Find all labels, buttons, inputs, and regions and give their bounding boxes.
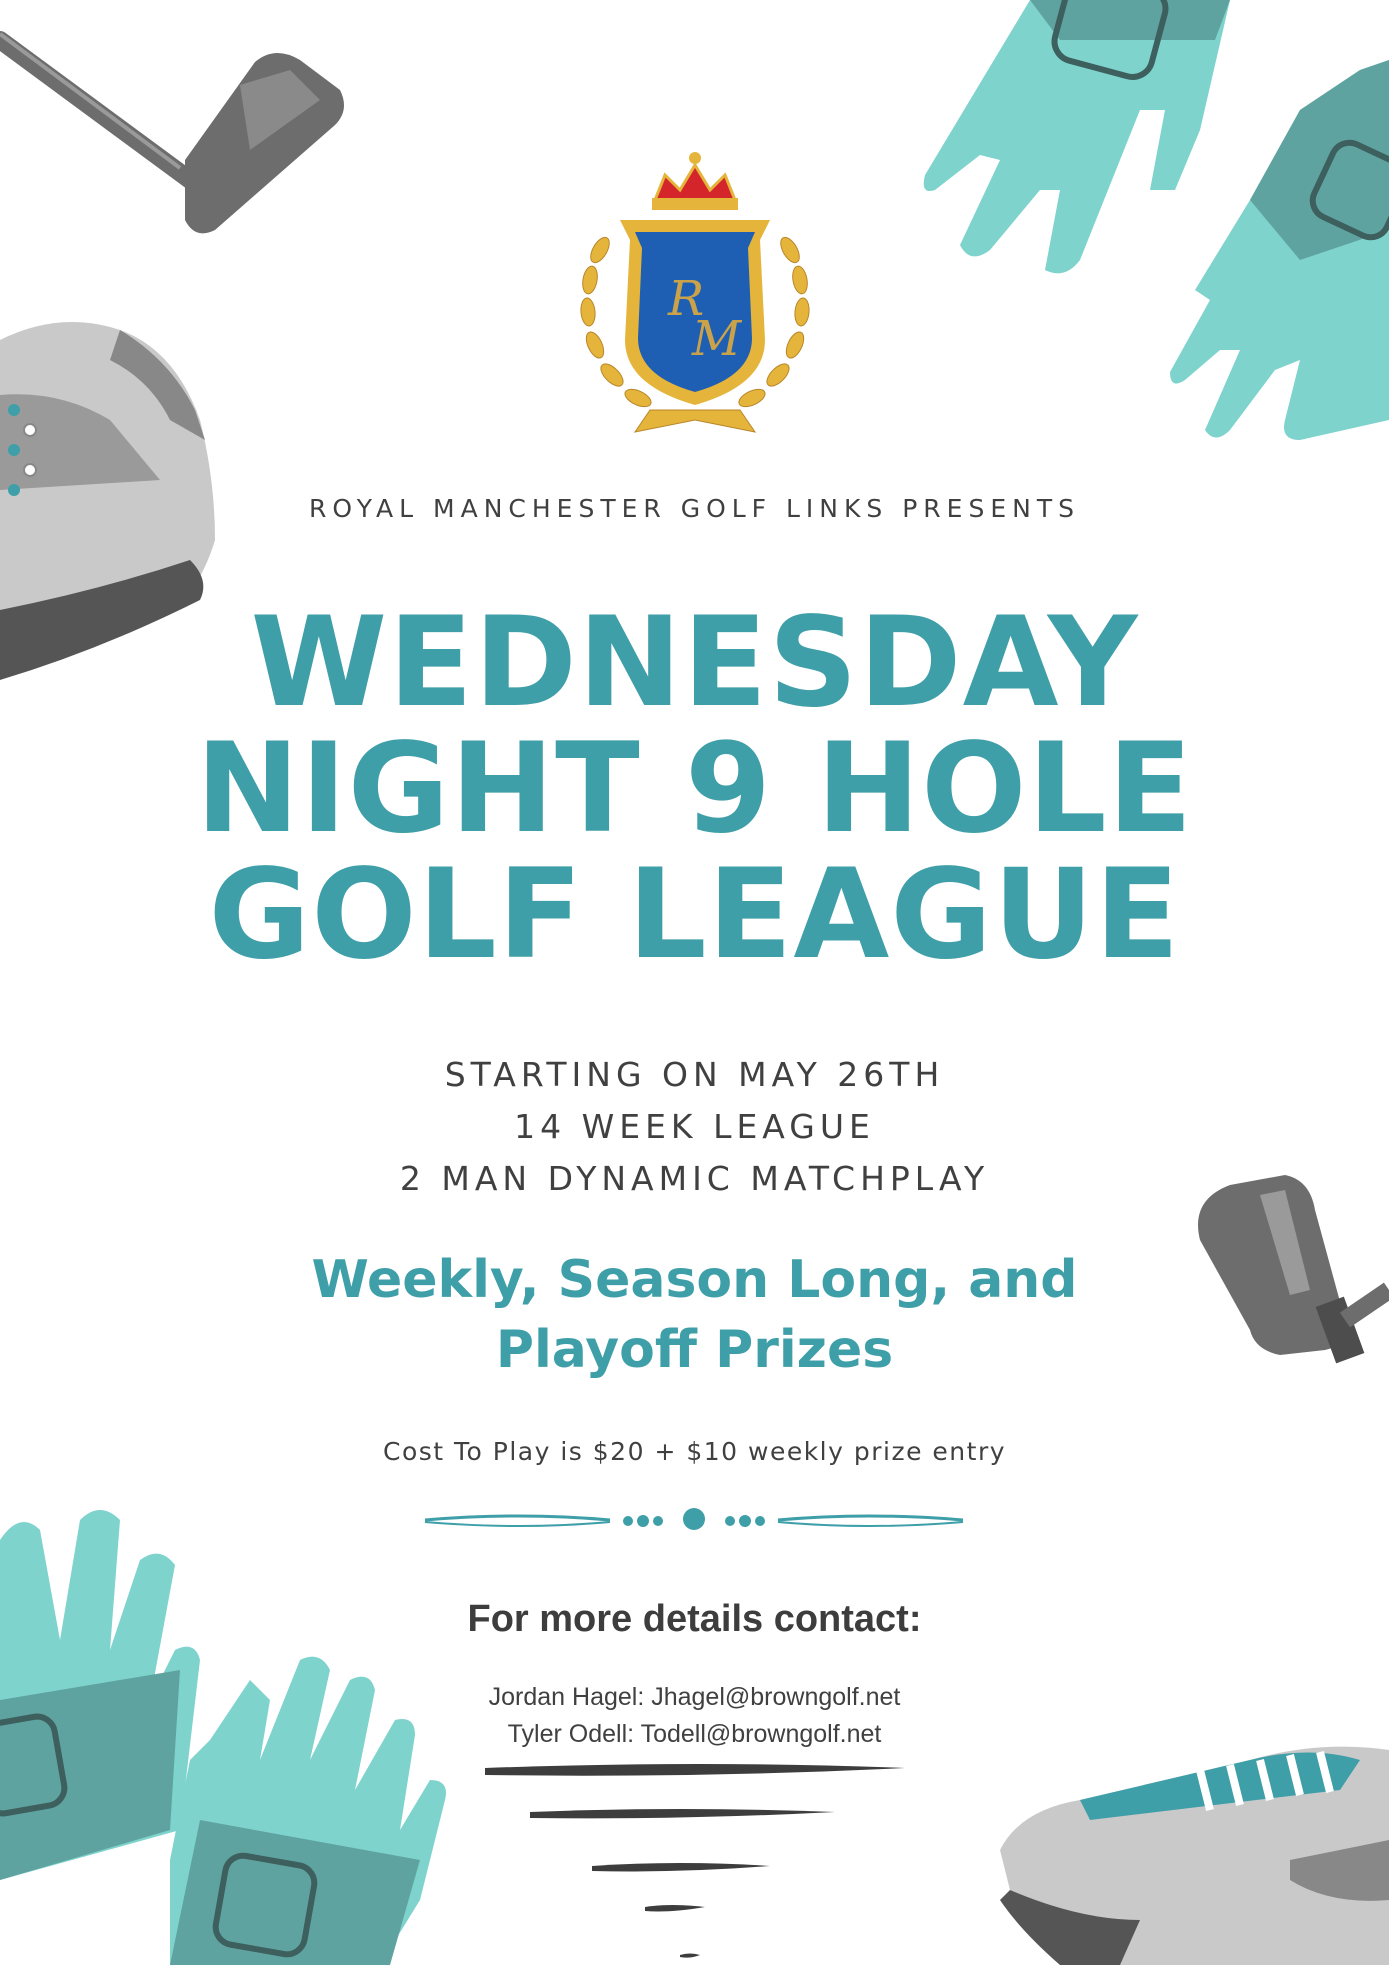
svg-text:M: M [692,311,742,367]
contact-heading: For more details contact: [467,1598,922,1640]
title-line: WEDNESDAY [250,591,1139,735]
prizes-line: Playoff Prizes [495,1320,894,1380]
contact-person: Jordan Hagel: Jhagel@browngolf.net [488,1683,901,1711]
title-line: NIGHT 9 HOLE [195,717,1194,861]
brush-strokes [485,1764,905,1958]
prizes-text [0,1245,1389,1385]
detail-format: 2 MAN DYNAMIC MATCHPLAY [399,1159,990,1198]
event-title [0,591,1389,987]
golf-glove-icon [924,0,1389,440]
golf-shoe-icon [1000,1747,1389,1965]
club-crest-logo [560,140,830,440]
detail-league-length: 14 WEEK LEAGUE [514,1107,875,1146]
presenter-text: ROYAL MANCHESTER GOLF LINKS PRESENTS [309,494,1080,523]
contact-person: Tyler Odell: Todell@browngolf.net [507,1720,882,1748]
golf-club-icon [0,34,344,233]
cost-text: Cost To Play is $20 + $10 weekly prize entry [382,1437,1007,1466]
prizes-line: Weekly, Season Long, and [311,1250,1078,1310]
svg-text:R: R [668,271,705,327]
title-line: GOLF LEAGUE [208,843,1181,987]
ornament-divider [425,1508,963,1530]
detail-start-date: STARTING ON MAY 26TH [444,1055,945,1094]
